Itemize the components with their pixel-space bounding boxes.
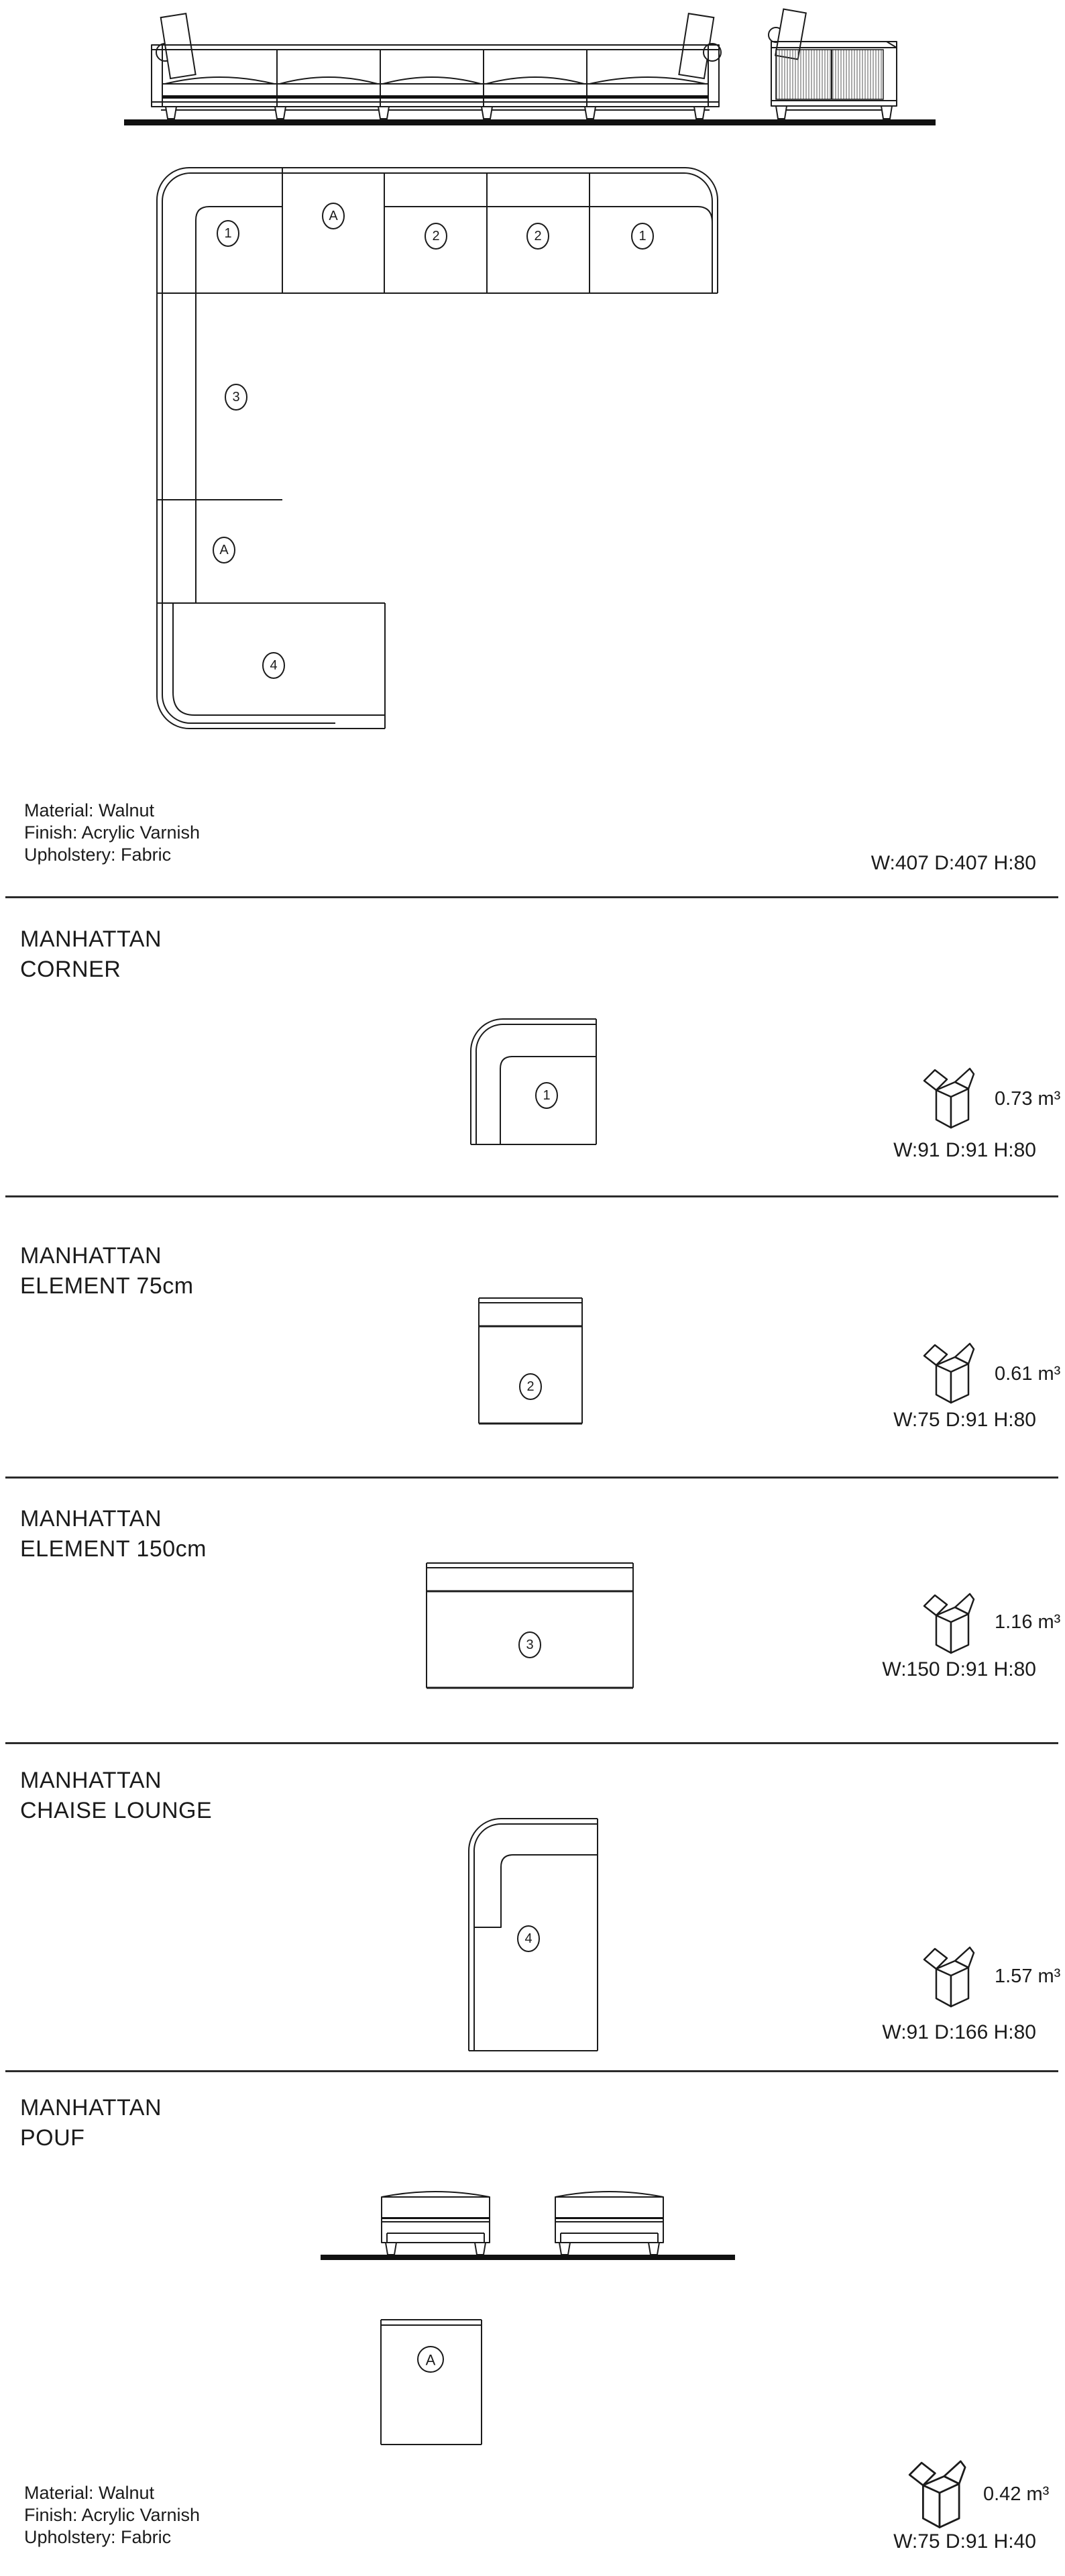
pouf-material-block bbox=[24, 2482, 200, 2548]
svg-text:1: 1 bbox=[224, 226, 232, 241]
volume-value: 0.42 m³ bbox=[983, 2483, 1050, 2505]
section-title-pouf: MANHATTAN POUF bbox=[20, 2095, 162, 2151]
ground-line bbox=[321, 2255, 735, 2260]
section-divider bbox=[5, 1195, 1058, 1197]
plan-label-corner-right bbox=[632, 223, 653, 249]
upholstery-line: Upholstery: Fabric bbox=[24, 845, 172, 865]
material-line: Material: Walnut bbox=[24, 2483, 155, 2503]
upholstery-line: Upholstery: Fabric bbox=[24, 2527, 172, 2547]
plan-label-pouf-left bbox=[213, 537, 235, 563]
ground-line bbox=[124, 119, 936, 125]
svg-text:4: 4 bbox=[270, 658, 278, 673]
plan-label-element75-b bbox=[527, 223, 549, 249]
svg-text:A: A bbox=[329, 209, 338, 223]
plan-label-corner-left bbox=[217, 221, 239, 246]
pouf-plan-drawing bbox=[322, 2311, 523, 2455]
sofa-elevation-drawing bbox=[0, 0, 1065, 134]
section-title-element-75: MANHATTAN ELEMENT 75cm bbox=[20, 1243, 194, 1299]
element-150-plan-drawing bbox=[402, 1553, 657, 1701]
section-title-element-150: MANHATTAN ELEMENT 150cm bbox=[20, 1506, 207, 1562]
plan-label-element150 bbox=[225, 384, 247, 410]
svg-text:2: 2 bbox=[534, 229, 542, 244]
right-arm-pillow bbox=[679, 13, 721, 78]
carton-box-icon bbox=[902, 2455, 977, 2530]
volume-value: 1.16 m³ bbox=[995, 1611, 1061, 1633]
plan-outline bbox=[157, 168, 718, 729]
pouf-front-view bbox=[382, 2192, 490, 2255]
svg-text:3: 3 bbox=[232, 390, 240, 405]
sofa-front-view bbox=[152, 45, 719, 119]
section-title-chaise: MANHATTAN CHAISE LOUNGE bbox=[20, 1768, 213, 1823]
carton-box-icon bbox=[917, 1589, 985, 1656]
element-dimensions: W:91 D:166 H:80 bbox=[882, 2021, 1036, 2043]
svg-text:2: 2 bbox=[526, 1379, 535, 1394]
svg-text:1: 1 bbox=[543, 1088, 551, 1103]
element-dimensions: W:150 D:91 H:80 bbox=[882, 1658, 1036, 1680]
corner-plan-drawing bbox=[429, 1010, 630, 1164]
volume-value: 1.57 m³ bbox=[995, 1966, 1061, 1987]
plan-label-element75-a bbox=[425, 223, 447, 249]
pouf-elevation-drawing bbox=[302, 2190, 771, 2274]
svg-text:A: A bbox=[425, 2351, 436, 2369]
section-divider bbox=[5, 896, 1058, 898]
element-dimensions: W:91 D:91 H:80 bbox=[893, 1139, 1036, 1161]
sofa-legs bbox=[166, 107, 705, 119]
material-line: Material: Walnut bbox=[24, 800, 155, 820]
plan-label-pouf-top bbox=[323, 203, 344, 229]
carton-box-icon bbox=[917, 1338, 985, 1405]
section-title-corner: MANHATTAN CORNER bbox=[20, 926, 162, 982]
element-75-plan-drawing bbox=[429, 1288, 630, 1442]
finish-line: Finish: Acrylic Varnish bbox=[24, 822, 201, 843]
carton-box-icon bbox=[917, 1063, 985, 1130]
section-divider bbox=[5, 1477, 1058, 1479]
chaise-plan-drawing bbox=[429, 1805, 630, 2059]
element-dimensions: W:75 D:91 H:80 bbox=[893, 1409, 1036, 1431]
sofa-side-view bbox=[769, 9, 897, 119]
carton-box-icon bbox=[917, 1942, 985, 2009]
pouf-front-view bbox=[555, 2192, 663, 2255]
svg-text:3: 3 bbox=[526, 1638, 534, 1652]
sectional-plan-drawing bbox=[0, 161, 1065, 745]
svg-text:A: A bbox=[219, 543, 229, 557]
finish-line: Finish: Acrylic Varnish bbox=[24, 2505, 201, 2525]
svg-text:4: 4 bbox=[524, 1931, 532, 1946]
section-divider bbox=[5, 1742, 1058, 1744]
plan-label-chaise bbox=[263, 653, 284, 678]
svg-text:1: 1 bbox=[638, 229, 647, 244]
assembly-material-block bbox=[24, 800, 200, 866]
section-divider bbox=[5, 2070, 1058, 2072]
svg-text:2: 2 bbox=[432, 229, 440, 244]
element-dimensions: W:75 D:91 H:40 bbox=[893, 2530, 1036, 2553]
volume-value: 0.61 m³ bbox=[995, 1363, 1061, 1385]
assembly-dimensions: W:407 D:407 H:80 bbox=[871, 852, 1036, 874]
volume-value: 0.73 m³ bbox=[995, 1088, 1061, 1110]
plan-module-labels bbox=[213, 203, 653, 678]
